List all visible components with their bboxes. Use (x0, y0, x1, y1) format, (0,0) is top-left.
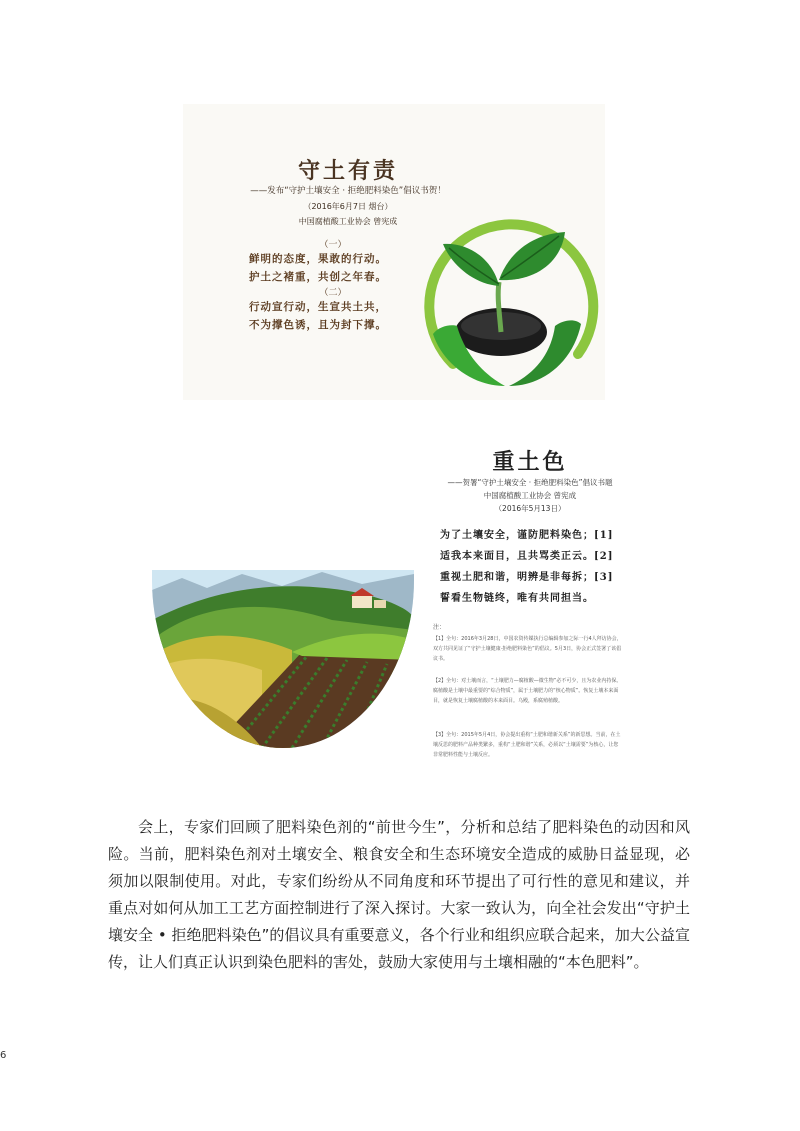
poster-panel-1 (183, 104, 605, 400)
farm-landscape-illustration (152, 560, 414, 748)
footnote-3: 【3】全句：2015年5月4日，协会提出重构“土肥和谐新关系”的新思想。当前，在土壤反思的肥料产品种类繁多，重构“土肥和谐”关系，必须以“土壤需要”为核心，让您非常肥料性能与土壤反应。 (433, 732, 621, 758)
poster-2-verse-line: 为了土壤安全，谨防肥料染色；[1] (440, 530, 614, 541)
footnote-1: 【1】全句：2016年3月28日，中国农资传媒执行总编辑参加之际一行4人拜访协会，双方共同见证了“守护土壤健康·拒绝肥料染色”的倡议。5月3日，协会正式签署了该倡议书。 (433, 636, 622, 662)
poster-1-verse-line: 不为撑色诱，且为封下撑。 (249, 319, 387, 331)
poster-1-author: 中国腐植酸工业协会 曾宪成 (298, 217, 398, 226)
poster-1-title: 守土有责 (297, 158, 398, 184)
poster-1-verse-line: 护土之褚重，共创之年春。 (249, 271, 387, 283)
poster-2-title: 重土色 (492, 449, 568, 475)
page-number: 6 (0, 1050, 7, 1061)
poster-2-verse-line: 誓看生物链终，唯有共同担当。 (440, 593, 594, 604)
poster-2-subtitle: ——贺署“守护土壤安全 · 拒绝肥料染色”倡议书题 (447, 478, 613, 487)
poster-2-verse-line: 重视土肥和谐，明辨是非每拆；[3] (440, 572, 614, 583)
soil-sprout-logo-icon (413, 214, 603, 394)
poster-1-section-2: （二） (319, 288, 347, 298)
poster-1-subtitle: ——发布“守护土壤安全 · 拒绝肥料染色”倡议书贺！ (250, 186, 446, 196)
poster-2-verse-line: 适我本来面目，且共骂类正云。[2] (440, 551, 614, 562)
notes-label: 注： (433, 624, 446, 631)
poster-1-date: （2016年6月7日 烟台） (303, 202, 393, 211)
body-paragraph: 会上，专家们回顾了肥料染色剂的“前世今生”，分析和总结了肥料染色的动因和风险。当前，肥料染色剂对土壤安全、粮食安全和生态环境安全造成的威胁日益显现，必须加以限制使用。对此，专家们纷纷从不同角度和环节提出了可行性的意见和建议，并重点对如何从加工工艺方面控制进行了深入探讨。大家一致认为，向全社会发出“守护土壤安全 • 拒绝肥料染色”的倡议具有重要意义，各个行业和组织应联合起来，加大公益宣传，让人们真正认识到染色肥料的害处，鼓励大家使用与土壤相融的“本色肥料”。 (108, 818, 690, 971)
poster-1-verse-line: 鲜明的态度，果敢的行动。 (249, 253, 387, 265)
poster-1-section-1: （一） (319, 240, 347, 250)
poster-1-verse-line: 行动宣行动，生宣共土共， (249, 301, 387, 313)
poster-2-author: 中国腐植酸工业协会 曾宪成 (483, 491, 577, 500)
poster-2-date: （2016年5月13日） (494, 504, 566, 513)
footnote-2: 【2】全句：对土壤而言，“土壤肥力—腐植酸—微生物”必不可少，且为农业内持保。腐植酸是土壤中最重要的“综合物质”，属于土壤肥力的“核心物质”。恢复土壤本来面目，就是恢复土壤腐植酸的本来面目。乌殿，系腐殖植酸。 (433, 678, 622, 704)
